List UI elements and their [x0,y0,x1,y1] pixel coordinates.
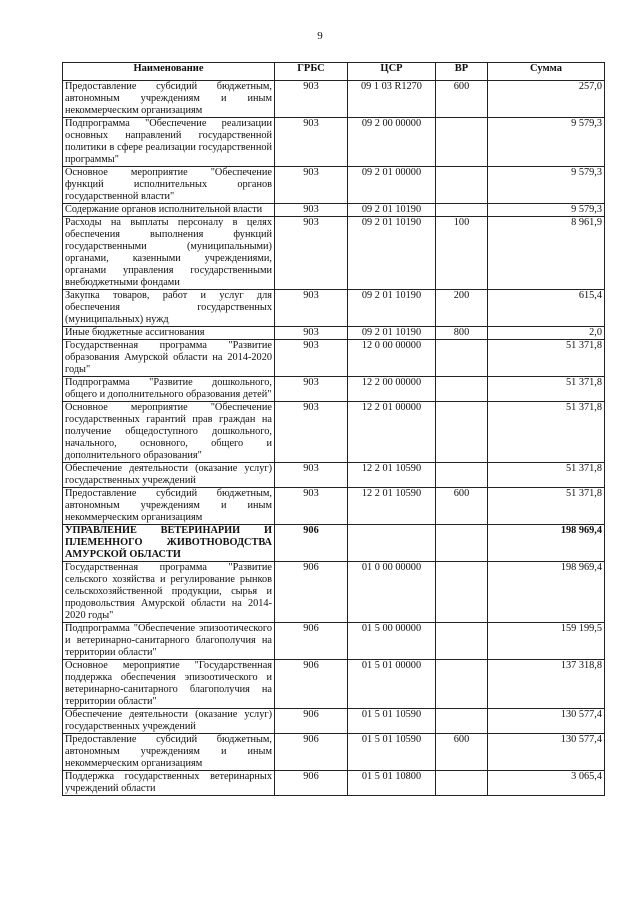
row-grbs: 903 [275,463,348,488]
table-row [63,167,605,204]
row-csr: 09 2 01 00000 [348,167,436,204]
row-sum: 137 318,8 [488,660,605,709]
row-vr [436,167,488,204]
row-csr: 09 2 01 10190 [348,217,436,290]
row-grbs: 906 [275,623,348,660]
header-grbs: ГРБС [275,63,348,81]
row-csr: 01 5 01 10590 [348,709,436,734]
row-csr: 12 2 00 00000 [348,377,436,402]
row-name: Государственная программа "Развитие сельского хозяйства и регулирование рынков сельскохозяйственной продукции, сырья и продовольствия Амурской области на 2014-2020 годы" [63,562,275,623]
row-grbs: 903 [275,488,348,525]
row-name: Подпрограмма "Развитие дошкольного, общего и дополнительного образования детей" [63,377,275,402]
row-grbs: 903 [275,290,348,327]
row-csr: 01 5 01 10800 [348,771,436,796]
row-sum: 159 199,5 [488,623,605,660]
row-grbs: 903 [275,377,348,402]
row-sum: 615,4 [488,290,605,327]
table-header-row [63,63,605,81]
row-sum: 51 371,8 [488,488,605,525]
row-sum: 8 961,9 [488,217,605,290]
row-csr: 01 0 00 00000 [348,562,436,623]
row-csr: 01 5 01 10590 [348,734,436,771]
row-vr [436,771,488,796]
row-grbs: 903 [275,118,348,167]
row-grbs: 903 [275,81,348,118]
row-sum: 130 577,4 [488,734,605,771]
row-csr: 09 2 01 10190 [348,204,436,217]
row-csr: 09 2 00 00000 [348,118,436,167]
row-vr: 600 [436,81,488,118]
row-sum: 2,0 [488,327,605,340]
row-name: Предоставление субсидий бюджетным, автономным учреждениям и иным некоммерческим организациям [63,734,275,771]
row-csr: 09 2 01 10190 [348,327,436,340]
row-name: Предоставление субсидий бюджетным, автономным учреждениям и иным некоммерческим организациям [63,81,275,118]
row-csr: 01 5 01 00000 [348,660,436,709]
row-grbs: 906 [275,562,348,623]
row-grbs: 903 [275,402,348,463]
row-sum: 51 371,8 [488,463,605,488]
row-sum: 3 065,4 [488,771,605,796]
table-row [63,377,605,402]
table-row [63,290,605,327]
table-row [63,488,605,525]
row-grbs: 903 [275,327,348,340]
row-csr: 09 2 01 10190 [348,290,436,327]
row-name: Содержание органов исполнительной власти [63,204,275,217]
row-csr: 12 0 00 00000 [348,340,436,377]
page-number: 9 [317,30,323,42]
row-vr [436,118,488,167]
row-grbs: 906 [275,660,348,709]
row-name: УПРАВЛЕНИЕ ВЕТЕРИНАРИИ И ПЛЕМЕННОГО ЖИВОТНОВОДСТВА АМУРСКОЙ ОБЛАСТИ [63,525,275,562]
row-sum: 130 577,4 [488,709,605,734]
row-vr: 600 [436,734,488,771]
table-row [63,734,605,771]
row-sum: 198 969,4 [488,525,605,562]
table-row [63,402,605,463]
table-row [63,327,605,340]
row-csr: 12 2 01 10590 [348,488,436,525]
row-grbs: 903 [275,204,348,217]
table-row [63,562,605,623]
row-vr [436,204,488,217]
row-name: Государственная программа "Развитие образования Амурской области на 2014-2020 годы" [63,340,275,377]
row-sum: 9 579,3 [488,167,605,204]
row-sum: 9 579,3 [488,204,605,217]
table-row [63,463,605,488]
row-name: Предоставление субсидий бюджетным, автономным учреждениям и иным некоммерческим организациям [63,488,275,525]
row-csr [348,525,436,562]
row-vr [436,660,488,709]
row-grbs: 906 [275,525,348,562]
header-name: Наименование [63,63,275,81]
row-sum: 9 579,3 [488,118,605,167]
row-vr [436,340,488,377]
table-row [63,771,605,796]
row-name: Обеспечение деятельности (оказание услуг) государственных учреждений [63,709,275,734]
table-row [63,660,605,709]
row-csr: 12 2 01 10590 [348,463,436,488]
row-sum: 257,0 [488,81,605,118]
row-grbs: 906 [275,734,348,771]
row-grbs: 903 [275,167,348,204]
row-csr: 12 2 01 00000 [348,402,436,463]
row-name: Обеспечение деятельности (оказание услуг) государственных учреждений [63,463,275,488]
table-row [63,81,605,118]
row-vr [436,709,488,734]
row-vr: 600 [436,488,488,525]
row-vr [436,562,488,623]
row-vr [436,463,488,488]
row-vr: 200 [436,290,488,327]
table-row [63,623,605,660]
row-csr: 01 5 00 00000 [348,623,436,660]
row-vr [436,402,488,463]
row-name: Поддержка государственных ветеринарных учреждений области [63,771,275,796]
table-row [63,340,605,377]
row-sum: 51 371,8 [488,402,605,463]
row-name: Закупка товаров, работ и услуг для обеспечения государственных (муниципальных) нужд [63,290,275,327]
row-vr: 800 [436,327,488,340]
row-sum: 51 371,8 [488,377,605,402]
table-row [63,204,605,217]
table-row [63,118,605,167]
row-name: Подпрограмма "Обеспечение эпизоотического и ветеринарно-санитарного благополучия на территории области" [63,623,275,660]
table-row [63,525,605,562]
row-vr: 100 [436,217,488,290]
row-name: Основное мероприятие "Государственная поддержка обеспечения эпизоотического и ветеринарно-санитарного благополучия на территории области" [63,660,275,709]
header-vr: ВР [436,63,488,81]
row-grbs: 906 [275,709,348,734]
header-sum: Сумма [488,63,605,81]
row-name: Подпрограмма "Обеспечение реализации основных направлений государственной политики в сфере реализации государственной программы" [63,118,275,167]
header-csr: ЦСР [348,63,436,81]
row-sum: 51 371,8 [488,340,605,377]
table-body [63,81,605,796]
row-name: Расходы на выплаты персоналу в целях обеспечения выполнения функций государственными (муниципальными) органами, казенными учреждениями, органами управления государственными внебюджетными фондами [63,217,275,290]
row-sum: 198 969,4 [488,562,605,623]
row-name: Иные бюджетные ассигнования [63,327,275,340]
row-csr: 09 1 03 R1270 [348,81,436,118]
budget-table [62,62,605,796]
table-row [63,709,605,734]
row-vr [436,623,488,660]
table-row [63,217,605,290]
row-vr [436,377,488,402]
row-name: Основное мероприятие "Обеспечение функций исполнительных органов государственной власти" [63,167,275,204]
row-name: Основное мероприятие "Обеспечение государственных гарантий прав граждан на получение общедоступного дошкольного, начального, основного, общего и дополнительного образования" [63,402,275,463]
row-grbs: 906 [275,771,348,796]
row-vr [436,525,488,562]
row-grbs: 903 [275,340,348,377]
row-grbs: 903 [275,217,348,290]
